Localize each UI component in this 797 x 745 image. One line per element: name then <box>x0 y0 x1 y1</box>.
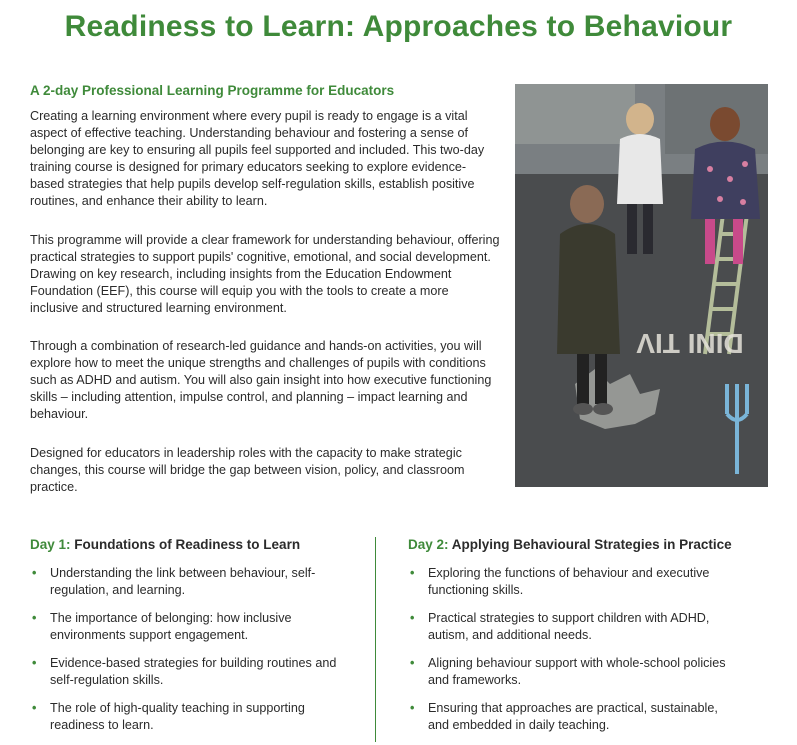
page-title: Readiness to Learn: Approaches to Behaviour <box>64 10 733 43</box>
column-divider <box>375 537 376 742</box>
list-item: • Aligning behaviour support with whole-school policies and frameworks. <box>408 655 738 689</box>
day2-list <box>408 565 738 745</box>
list-item: • Understanding the link between behaviour, self-regulation, and learning. <box>30 565 360 599</box>
day2-title: Applying Behavioural Strategies in Practice <box>451 537 732 552</box>
intro-paragraph-4: Designed for educators in leadership roles with the capacity to make strategic changes, this course will bridge the gap between vision, policy, and classroom practice. <box>30 446 465 494</box>
list-item: • The importance of belonging: how inclusive environments support engagement. <box>30 610 360 644</box>
day1-title: Foundations of Readiness to Learn <box>74 537 301 552</box>
list-item: • Ensuring that approaches are practical, sustainable, and embedded in daily teaching. <box>408 700 738 734</box>
subtitle: A 2-day Professional Learning Programme for Educators <box>30 83 395 98</box>
list-item: • Practical strategies to support children with ADHD, autism, and additional needs. <box>408 610 738 644</box>
painted-ground-text: DINI TIV <box>636 328 744 359</box>
day1-list <box>30 565 360 745</box>
intro-paragraph-3: Through a combination of research-led guidance and hands-on activities, you will explore how to meet the unique strengths and challenges of pupils with conditions such as ADHD and autism. You will also gain insight into how executive functioning skills – including attention, impulse control, and planning – impact learning and behaviour. <box>30 339 492 421</box>
list-item: • The role of high-quality teaching in supporting readiness to learn. <box>30 700 360 734</box>
list-item: • Exploring the functions of behaviour and executive functioning skills. <box>408 565 738 599</box>
list-item: • Evidence-based strategies for building routines and self-regulation skills. <box>30 655 360 689</box>
day1-label: Day 1: <box>30 537 71 552</box>
intro-paragraph-2: This programme will provide a clear framework for understanding behaviour, offering practical strategies to support pupils' cognitive, emotional, and social development. Drawing on key research, including insights from the Education Endowment Foundation (EEF), this course will equip you with the tools to create a more inclusive and structured learning environment. <box>30 233 500 315</box>
children-playground-photo <box>515 84 768 487</box>
intro-paragraph-1: Creating a learning environment where every pupil is ready to engage is a vital aspect of effective teaching. Understanding behaviour and fostering a sense of belonging are key to ensuring all pupils feel supported and included. This two-day training course is designed for primary educators seeking to explore evidence-based strategies that help pupils develop self-regulation skills, establish positive routines, and enhance their ability to learn. <box>30 109 485 208</box>
photo-illustration <box>515 84 768 487</box>
day1-heading <box>30 537 300 552</box>
day2-label: Day 2: <box>408 537 449 552</box>
day2-heading <box>408 537 732 552</box>
